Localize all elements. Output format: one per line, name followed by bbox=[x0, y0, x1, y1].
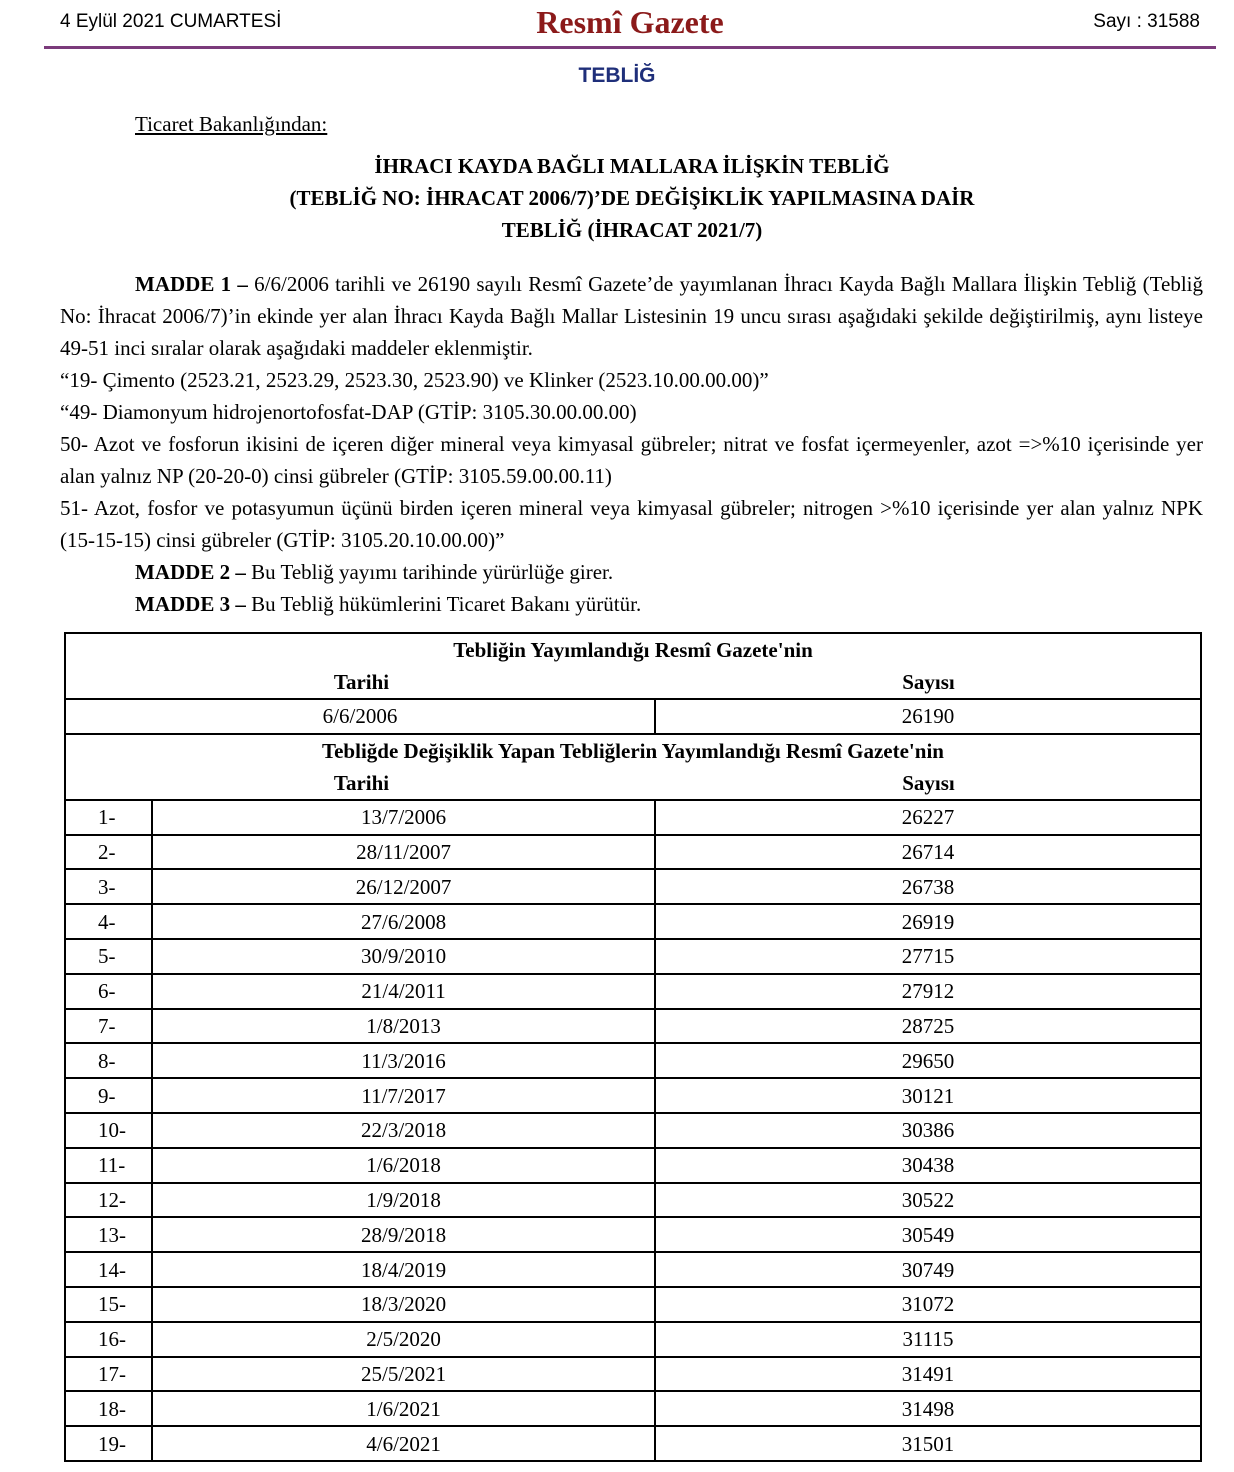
article-label: MADDE 3 – bbox=[135, 592, 246, 616]
original-number: 26190 bbox=[655, 699, 1201, 734]
row-date: 30/9/2010 bbox=[152, 939, 655, 974]
row-date: 26/12/2007 bbox=[152, 869, 655, 904]
table-row bbox=[65, 1148, 1201, 1183]
row-date: 25/5/2021 bbox=[152, 1357, 655, 1392]
row-number: 26714 bbox=[655, 835, 1201, 870]
row-number: 26227 bbox=[655, 800, 1201, 835]
row-index: 6- bbox=[65, 974, 152, 1009]
row-number: 30522 bbox=[655, 1183, 1201, 1218]
row-date: 28/9/2018 bbox=[152, 1217, 655, 1252]
table-row bbox=[65, 1287, 1201, 1322]
row-date: 18/3/2020 bbox=[152, 1287, 655, 1322]
article-label: MADDE 2 – bbox=[135, 560, 246, 584]
document-title bbox=[0, 150, 1234, 246]
table-row bbox=[65, 1113, 1201, 1148]
row-index: 2- bbox=[65, 835, 152, 870]
row-number: 31498 bbox=[655, 1391, 1201, 1426]
article-1 bbox=[60, 268, 1203, 364]
row-index: 1- bbox=[65, 800, 152, 835]
document-body bbox=[60, 268, 1203, 620]
row-date: 22/3/2018 bbox=[152, 1113, 655, 1148]
row-number: 30549 bbox=[655, 1217, 1201, 1252]
row-number: 31501 bbox=[655, 1426, 1201, 1461]
table-row bbox=[65, 974, 1201, 1009]
row-number: 29650 bbox=[655, 1043, 1201, 1078]
row-index: 14- bbox=[65, 1252, 152, 1287]
gazette-title: Resmî Gazete bbox=[536, 4, 724, 40]
row-index: 5- bbox=[65, 939, 152, 974]
row-index: 12- bbox=[65, 1183, 152, 1218]
row-date: 1/6/2018 bbox=[152, 1148, 655, 1183]
table-row bbox=[65, 1357, 1201, 1392]
column-header-number: Sayısı bbox=[902, 670, 955, 694]
original-date: 6/6/2006 bbox=[65, 699, 655, 734]
row-index: 17- bbox=[65, 1357, 152, 1392]
table-row bbox=[65, 699, 1201, 734]
row-number: 30121 bbox=[655, 1078, 1201, 1113]
row-number: 31115 bbox=[655, 1322, 1201, 1357]
row-number: 31491 bbox=[655, 1357, 1201, 1392]
title-line: TEBLİĞ (İHRACAT 2021/7) bbox=[501, 218, 763, 242]
list-item-50: 50- Azot ve fosforun ikisini de içeren diğer mineral veya kimyasal gübreler; nitrat ve fosfat içermeyenler, azot =>%10 içerisinde yer alan yalnız NP (20-20-0) cinsi gübreler (GTİP: 3105.59.00.00.11) bbox=[60, 432, 1203, 488]
title-line: İHRACI KAYDA BAĞLI MALLARA İLİŞKİN TEBLİĞ bbox=[374, 154, 890, 178]
row-number: 27715 bbox=[655, 939, 1201, 974]
row-date: 1/8/2013 bbox=[152, 1009, 655, 1044]
row-index: 18- bbox=[65, 1391, 152, 1426]
row-number: 31072 bbox=[655, 1287, 1201, 1322]
row-number: 30438 bbox=[655, 1148, 1201, 1183]
table-row bbox=[65, 1009, 1201, 1044]
reference-table bbox=[64, 632, 1202, 1462]
row-number: 30749 bbox=[655, 1252, 1201, 1287]
column-header-date: Tarihi bbox=[333, 670, 390, 694]
list-item-19: “19- Çimento (2523.21, 2523.29, 2523.30, 2523.90) ve Klinker (2523.10.00.00.00)” bbox=[60, 368, 769, 392]
table-row bbox=[65, 1391, 1201, 1426]
article-text: 6/6/2006 tarihli ve 26190 sayılı Resmî Gazete’de yayımlanan İhracı Kayda Bağlı Mallara İlişkin Tebliğ (Tebliğ No: İhracat 2006/7)’in ekinde yer alan İhracı Kayda Bağlı Mallar Listesinin 19 uncu sırası aşağıdaki şekilde değiştirilmiş, aynı listeye 49-51 inci sıralar olarak aşağıdaki maddeler eklenmiştir. bbox=[60, 272, 1203, 360]
table-row bbox=[65, 904, 1201, 939]
article-label: MADDE 1 – bbox=[135, 272, 248, 296]
row-number: 30386 bbox=[655, 1113, 1201, 1148]
column-header-date: Tarihi bbox=[333, 770, 390, 795]
row-date: 27/6/2008 bbox=[152, 904, 655, 939]
table-header-amendments bbox=[65, 734, 1201, 800]
row-index: 19- bbox=[65, 1426, 152, 1461]
row-date: 1/6/2021 bbox=[152, 1391, 655, 1426]
table-row bbox=[65, 800, 1201, 835]
row-date: 28/11/2007 bbox=[152, 835, 655, 870]
issue-date: 4 Eylül 2021 CUMARTESİ bbox=[60, 11, 282, 32]
row-date: 2/5/2020 bbox=[152, 1322, 655, 1357]
row-date: 11/7/2017 bbox=[152, 1078, 655, 1113]
row-date: 4/6/2021 bbox=[152, 1426, 655, 1461]
row-index: 9- bbox=[65, 1078, 152, 1113]
section-heading: TEBLİĞ bbox=[578, 64, 656, 87]
row-date: 21/4/2011 bbox=[152, 974, 655, 1009]
issuing-authority: Ticaret Bakanlığından: bbox=[135, 112, 328, 136]
table-row bbox=[65, 1043, 1201, 1078]
table-row bbox=[65, 835, 1201, 870]
row-index: 8- bbox=[65, 1043, 152, 1078]
row-index: 7- bbox=[65, 1009, 152, 1044]
row-date: 18/4/2019 bbox=[152, 1252, 655, 1287]
title-line: (TEBLİĞ NO: İHRACAT 2006/7)’DE DEĞİŞİKLİK YAPILMASINA DAİR bbox=[289, 186, 975, 210]
list-item-51: 51- Azot, fosfor ve potasyumun üçünü birden içeren mineral veya kimyasal gübreler; nitrogen >%10 içerisinde yer alan yalnız NPK (15-15-15) cinsi gübreler (GTİP: 3105.20.10.00.00)” bbox=[60, 496, 1203, 552]
issue-number: Sayı : 31588 bbox=[1093, 11, 1200, 32]
table-row bbox=[65, 939, 1201, 974]
list-item-49: “49- Diamonyum hidrojenortofosfat-DAP (GTİP: 3105.30.00.00.00) bbox=[60, 400, 637, 424]
table-header-title: Tebliğin Yayımlandığı Resmî Gazete'nin bbox=[453, 638, 813, 662]
table-row bbox=[65, 1252, 1201, 1287]
table-row bbox=[65, 1217, 1201, 1252]
table-row bbox=[65, 1183, 1201, 1218]
row-number: 28725 bbox=[655, 1009, 1201, 1044]
article-text: Bu Tebliğ yayımı tarihinde yürürlüğe girer. bbox=[245, 560, 614, 584]
table-row bbox=[65, 869, 1201, 904]
row-index: 3- bbox=[65, 869, 152, 904]
row-index: 10- bbox=[65, 1113, 152, 1148]
table-row bbox=[65, 1426, 1201, 1461]
row-number: 26919 bbox=[655, 904, 1201, 939]
article-3 bbox=[60, 588, 1203, 620]
column-header-number: Sayısı bbox=[902, 770, 955, 795]
row-number: 27912 bbox=[655, 974, 1201, 1009]
row-index: 16- bbox=[65, 1322, 152, 1357]
table-header-title: Tebliğde Değişiklik Yapan Tebliğlerin Yayımlandığı Resmî Gazete'nin bbox=[322, 738, 944, 763]
row-index: 15- bbox=[65, 1287, 152, 1322]
row-index: 11- bbox=[65, 1148, 152, 1183]
article-text: Bu Tebliğ hükümlerini Ticaret Bakanı yürütür. bbox=[245, 592, 642, 616]
table-row bbox=[65, 1078, 1201, 1113]
row-index: 4- bbox=[65, 904, 152, 939]
article-2 bbox=[60, 556, 1203, 588]
row-index: 13- bbox=[65, 1217, 152, 1252]
table-header-original bbox=[65, 633, 1201, 699]
row-date: 1/9/2018 bbox=[152, 1183, 655, 1218]
gazette-header bbox=[44, 0, 1216, 49]
row-number: 26738 bbox=[655, 869, 1201, 904]
row-date: 13/7/2006 bbox=[152, 800, 655, 835]
table-row bbox=[65, 1322, 1201, 1357]
row-date: 11/3/2016 bbox=[152, 1043, 655, 1078]
